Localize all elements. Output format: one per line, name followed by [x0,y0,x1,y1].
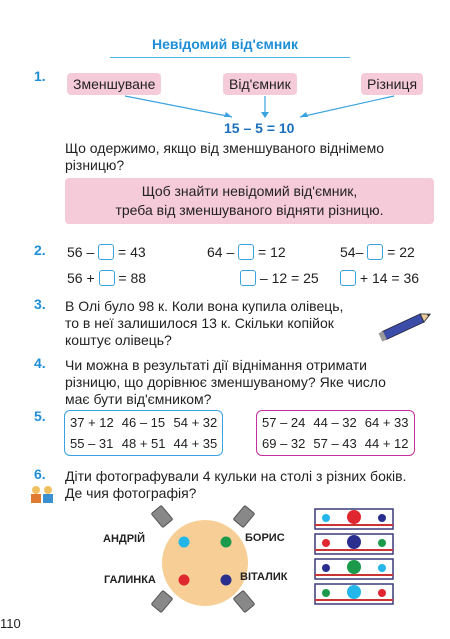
ex4-line-1: Чи можна в результаті дії віднімання отримати [65,357,367,373]
ex3-line-2: то в неї залишилося 13 к. Скільки копійок [65,315,334,331]
question-line-1: Що одержимо, якщо від зменшуваного віднімемо [65,140,384,156]
ex3-line-1: В Олі було 98 к. Коли вона купила олівець, [65,298,344,314]
exercise-4-number: 4. [34,355,46,371]
exercise-5-number: 5. [34,408,46,424]
photos [314,508,396,606]
title-underline [110,57,350,58]
answer-box[interactable] [238,244,254,260]
green-ball [221,537,232,548]
question-line-2: різницю? [65,157,125,173]
photo-1 [315,509,393,529]
ex6-line-1: Діти фотографували 4 кульки на столі з різних боків. [65,468,407,484]
rule-box [65,178,434,224]
exercise-1-number: 1. [34,68,46,84]
eq-r1-c3: 54– = 22 [340,244,415,260]
eq-r2-c2: – 12 = 25 [240,270,319,287]
pair-work-icon [28,484,56,504]
exercise-6-number: 6. [34,466,46,482]
cyan-ball [179,537,190,548]
rule-line-1: Щоб знайти невідомий від'ємник, [141,183,358,199]
exercise-2-number: 2. [34,242,46,258]
photo-3 [315,559,393,579]
pencil-icon [376,306,436,346]
box-subtrahend: Від'ємник [223,73,297,95]
answer-box[interactable] [240,270,256,286]
answer-box[interactable] [99,270,115,286]
page-number: 110 [0,616,21,631]
name-borys: БОРИС [245,532,285,544]
eq-r2-c1: 56 + = 88 [67,270,147,286]
box-minuend: Зменшуване [67,73,161,95]
photo-4 [315,584,393,604]
name-vitalyk: ВІТАЛИК [240,571,288,583]
eq-r2-c3: + 14 = 36 [340,270,419,287]
rule-line-2: треба від зменшуваного відняти різницю. [115,202,384,218]
ex4-line-3: має бути від'ємником? [65,391,212,407]
equation: 15 – 5 = 10 [224,120,295,136]
expressions-table-2: 57 – 24 44 – 32 64 + 33 69 – 32 57 – 43 44 + 12 [256,410,415,456]
ex4-line-2: різницю, що дорівнює зменшуваному? Яке число [65,374,386,390]
ex3-line-3: коштує олівець? [65,332,172,348]
photo-2 [315,534,393,554]
red-ball [179,575,190,586]
eq-r1-c1: 56 – = 43 [67,244,146,260]
name-halynka: ГАЛИНКА [104,574,156,586]
eq-r1-c2: 64 – = 12 [207,244,286,260]
box-difference: Різниця [361,73,423,95]
exercise-3-number: 3. [34,296,46,312]
blue-ball [221,575,232,586]
answer-box[interactable] [340,270,356,286]
name-andrii: АНДРІЙ [103,533,146,545]
answer-box[interactable] [98,244,114,260]
expressions-table-1: 37 + 12 46 – 15 54 + 32 55 – 31 48 + 51 44 + 35 [64,410,223,456]
answer-box[interactable] [367,244,383,260]
page-title: Невідомий від'ємник [152,36,298,52]
ex6-line-2: Де чия фотографія? [65,485,197,501]
